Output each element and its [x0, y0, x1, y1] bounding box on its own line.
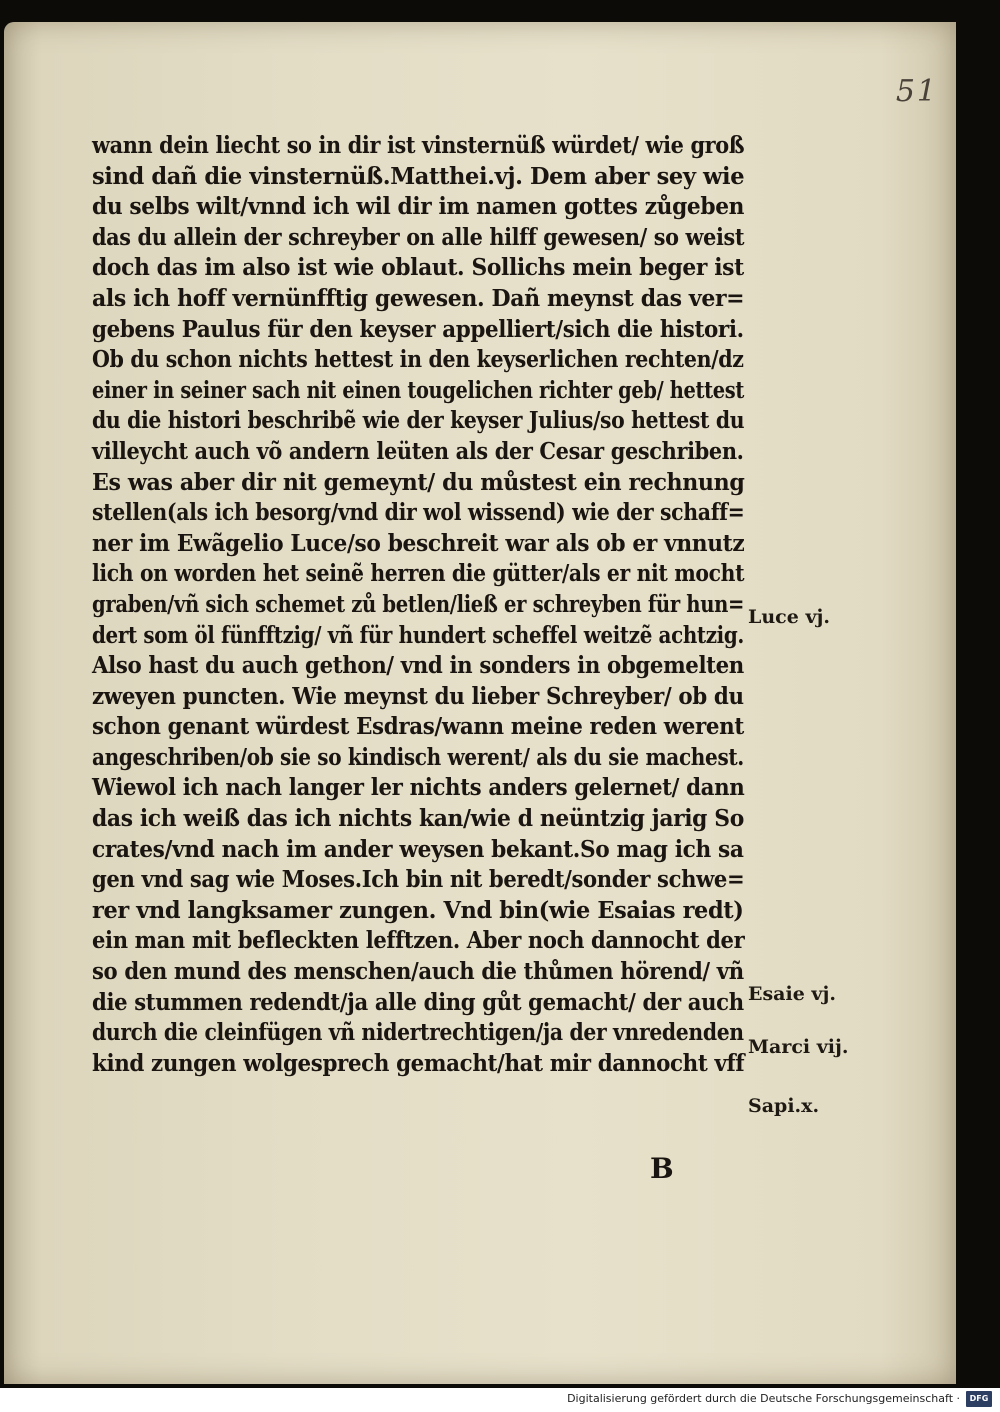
text-line: rer vnd langksamer zungen. Vnd bin(wie Esaias redt): [92, 896, 744, 924]
text-line: lich on worden het seinẽ herren die gütter/als er nit mocht: [92, 560, 745, 588]
text-line: das du allein der schreyber on alle hilff gewesen/ so weist: [92, 223, 745, 251]
margin-note-luce: Luce vj.: [748, 606, 830, 628]
text-line: ner im Ewãgelio Luce/so beschreit war als ob er vnnutz: [92, 529, 745, 557]
text-line: villeycht auch võ andern leüten als der Cesar geschriben.: [92, 437, 744, 465]
text-line: Ob du schon nichts hettest in den keyserlichen rechten/dz: [92, 346, 744, 374]
text-line: dert som öl fünfftzig/ vñ für hundert scheffel weitzẽ achtzig.: [92, 621, 744, 649]
text-line: die stummen redendt/ja alle ding gůt gemacht/ der auch: [92, 988, 744, 1016]
text-line: stellen(als ich besorg/vnd dir wol wissend) wie der schaff=: [92, 499, 745, 527]
text-line: durch die cleinfügen vñ nidertrechtigen/ja der vnredenden: [92, 1019, 744, 1047]
text-line: ein man mit befleckten lefftzen. Aber noch dannocht der: [92, 927, 745, 955]
text-line: einer in seiner sach nit einen tougelichen richter geb/ hettest: [92, 376, 744, 404]
text-line: sind dañ die vinsternüß.Matthei.vj. Dem aber sey wie: [92, 162, 745, 190]
text-line: angeschriben/ob sie so kindisch werent/ als du sie machest.: [92, 743, 744, 771]
funding-credit: Digitalisierung gefördert durch die Deutsche Forschungsgemeinschaft ·: [567, 1392, 960, 1405]
footer-bar: [0, 1388, 1000, 1412]
text-line: graben/vñ sich schemet zů betlen/ließ er schreyben für hun=: [92, 590, 745, 618]
margin-note-marci: Marci vij.: [748, 1036, 849, 1058]
text-line: kind zungen wolgesprech gemacht/hat mir dannocht vff: [92, 1049, 745, 1077]
text-line: du die histori beschribẽ wie der keyser Julius/so hettest du: [92, 407, 745, 435]
text-line: zweyen puncten. Wie meynst du lieber Schreyber/ ob du: [92, 682, 744, 710]
text-line: das ich weiß das ich nichts kan/wie d neüntzig jarig So: [92, 805, 744, 833]
signature-mark: B: [650, 1152, 674, 1185]
text-line: als ich hoff vernünfftig gewesen. Dañ meynst das ver=: [92, 284, 745, 312]
margin-note-sapi: Sapi.x.: [748, 1095, 820, 1117]
text-line: so den mund des menschen/auch die thůmen hörend/ vñ: [92, 958, 744, 986]
folio-number: 51: [895, 74, 938, 109]
text-line: gebens Paulus für den keyser appelliert/sich die histori.: [92, 315, 744, 343]
main-text-block: [92, 131, 752, 1079]
margin-note-esaie: Esaie vj.: [748, 983, 836, 1005]
text-line: Also hast du auch gethon/ vnd in sonders in obgemelten: [92, 652, 744, 680]
text-line: wann dein liecht so in dir ist vinsternüß würdet/ wie groß: [92, 132, 745, 159]
text-line: Es was aber dir nit gemeynt/ du můstest ein rechnung: [92, 468, 745, 496]
dfg-logo: DFG: [966, 1391, 992, 1407]
text-line: doch das im also ist wie oblaut. Sollichs mein beger ist: [92, 254, 744, 282]
text-line: schon genant würdest Esdras/wann meine reden werent: [92, 713, 744, 741]
text-line: Wiewol ich nach langer ler nichts anders gelernet/ dann: [92, 774, 745, 802]
text-line: gen vnd sag wie Moses.Ich bin nit beredt/sonder schwe=: [92, 866, 745, 894]
text-line: du selbs wilt/vnnd ich wil dir im namen gottes zůgeben: [92, 193, 745, 221]
text-line: crates/vnd nach im ander weysen bekant.So mag ich sa: [92, 835, 744, 863]
